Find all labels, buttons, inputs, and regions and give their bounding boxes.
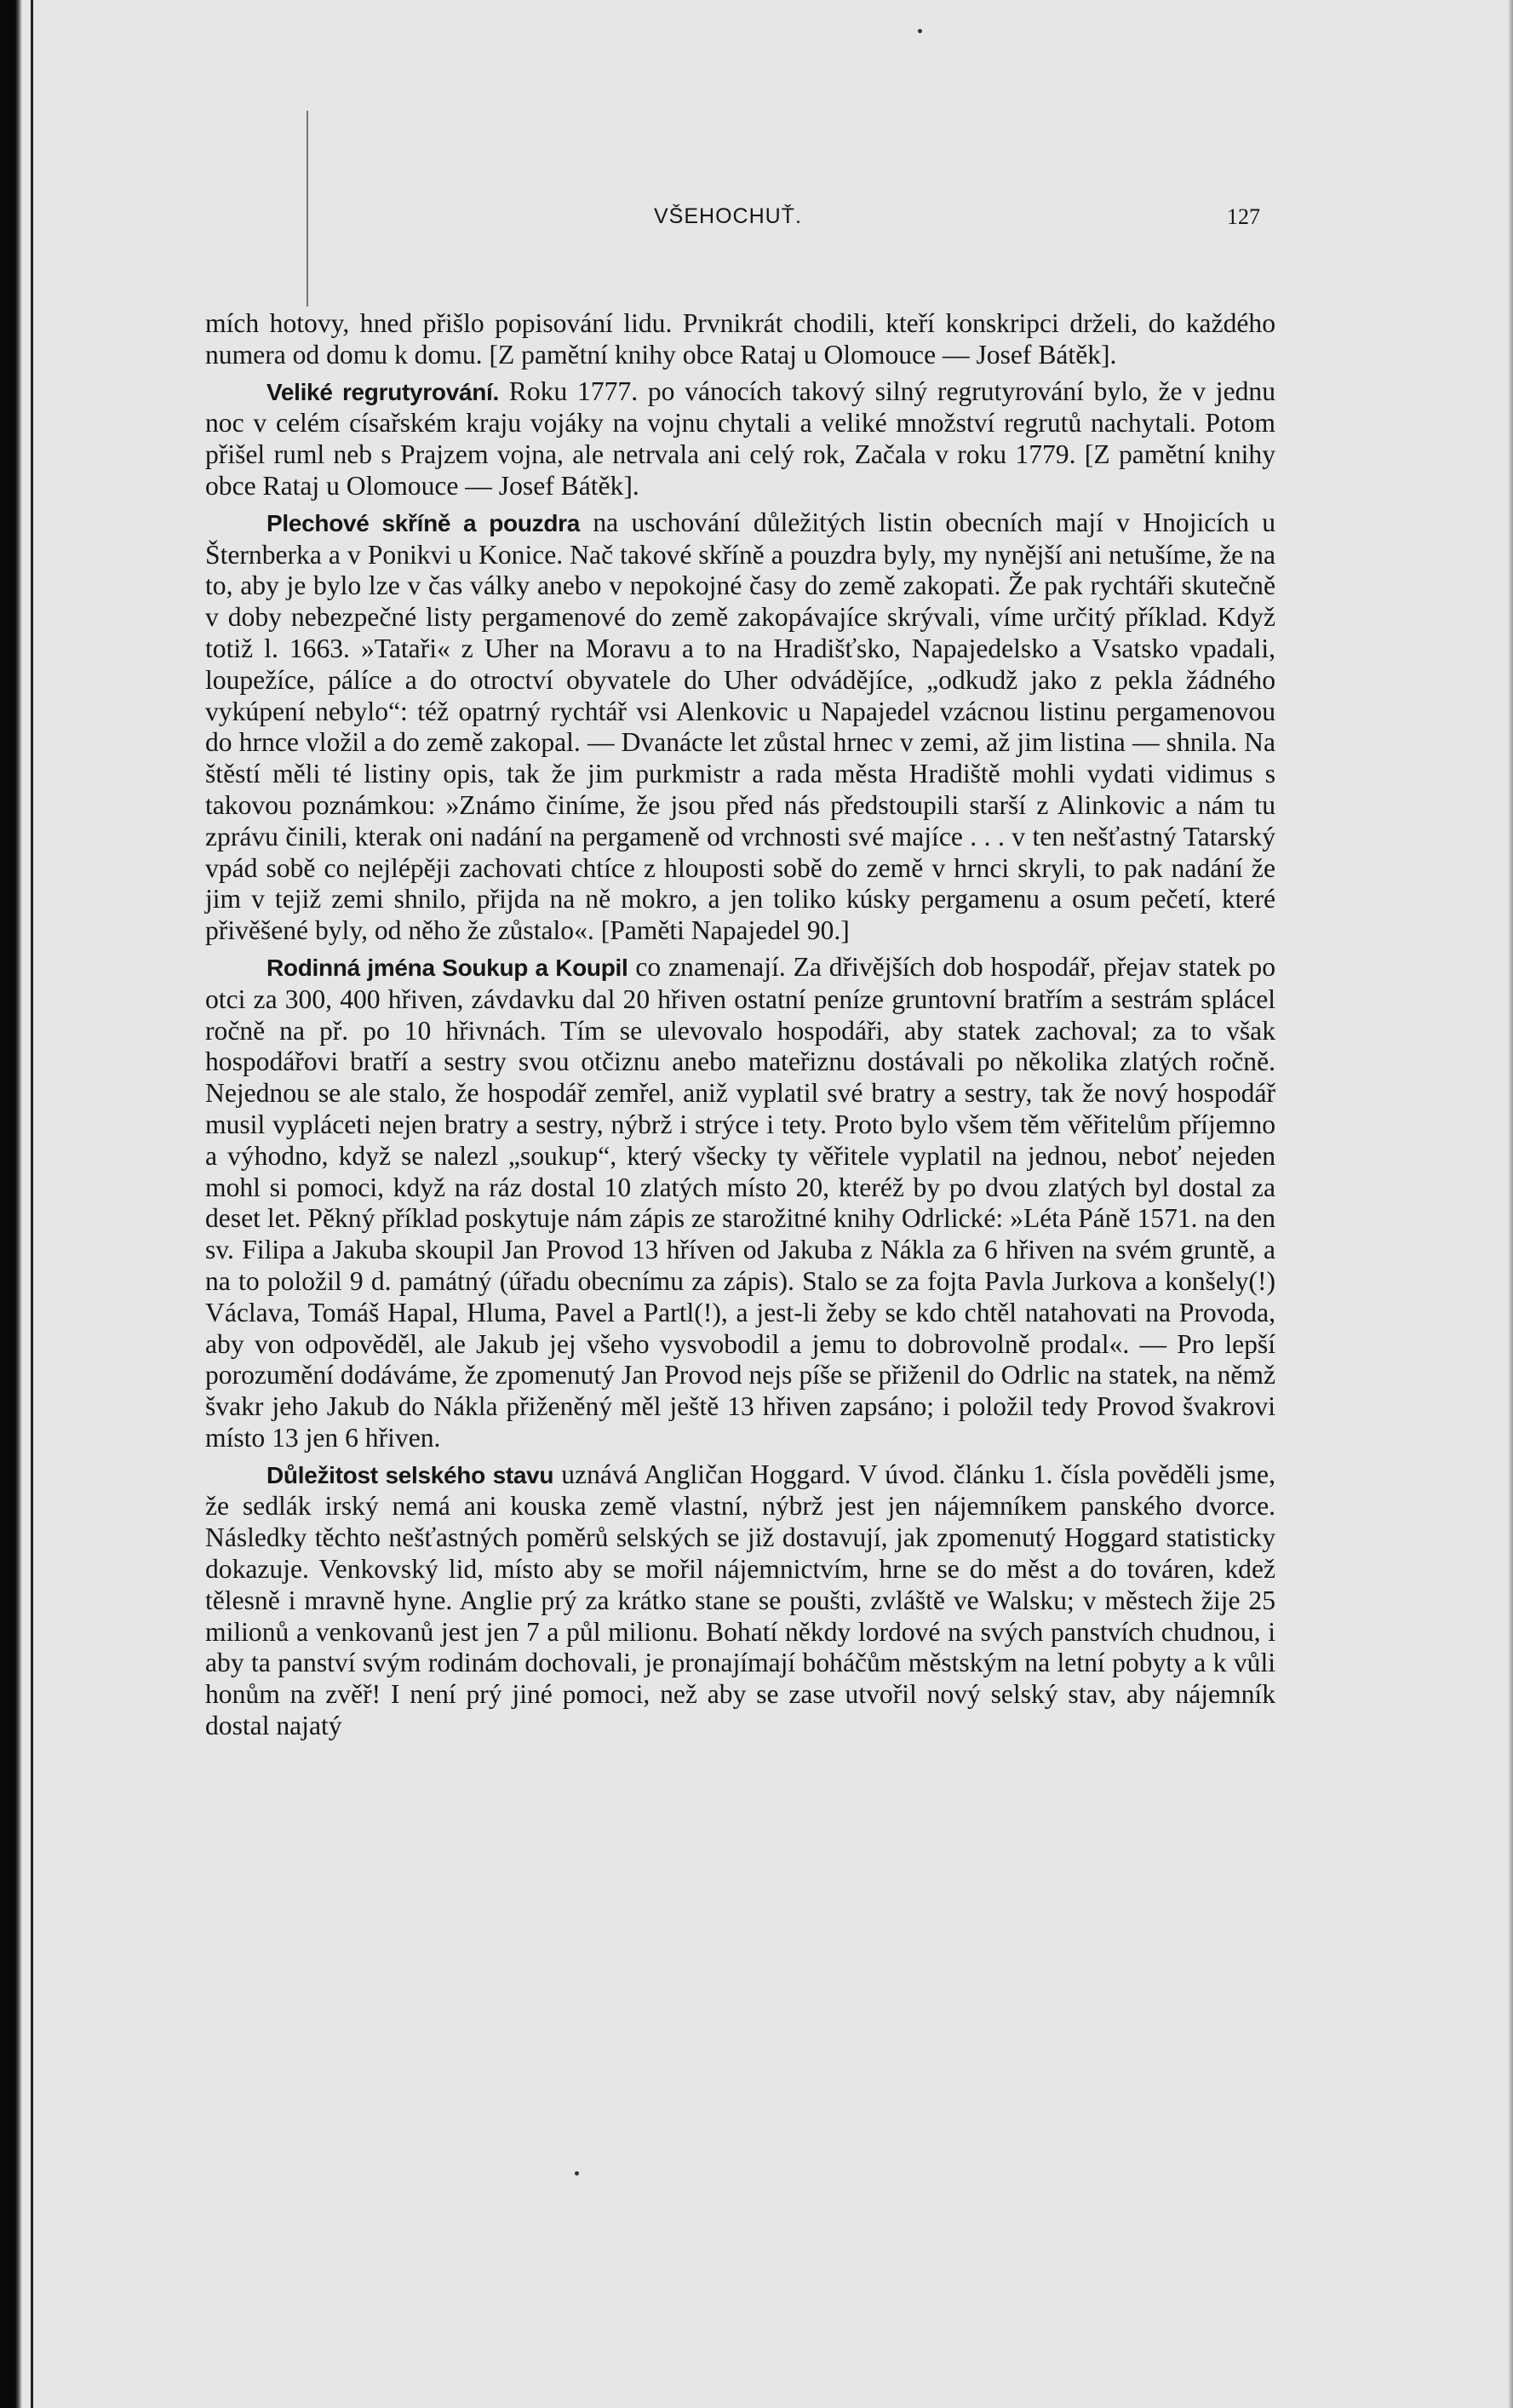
paragraph-text: na uschování důležitých listin obecních mají v Hnojicích u Šternberka a v Ponikvi u Konice. Nač takové skříně a pouzdra byly, my nynější ani netušíme, že na to, aby je bylo lze v čas války anebo v nepokojné časy do země zakopati. Že pak rychtáři skutečně v doby nebezpečné listy pergamenové do země zakopávajíce skrývali, víme určitý příklad. Když totiž l. 1663. »Tataři« z Uher na Moravu a to na Hradišťsko, Napajedelsko a Vsatsko vpadali, loupežíce, pálíce a do otroctví obyvatele do Uher odvádějíce, „odkudž jako z pekla žádného vykúpení nebylo“: též opatrný rychtář vsi Alenkovic u Napajedel vzácnou listinu pergamenovou do hrnce vložil a do země zakopal. — Dvanácte let zůstal hrnec v zemi, až jim listina — shnila. Na štěstí měli té listiny opis, tak že jim purkmistr a rada města Hradiště mohli vydati vidimus s takovou poznámkou: »Známo činíme, že jsou před nás předstoupili starší z Alinkovic a nám tu zprávu činili, kterak oni nadání na pergameně od vrchnosti své majíce . . . v ten nešťastný Tatarský vpád sobě co nejlépěji zachovati chtíce z hlouposti sobě do země v hrnci skryli, to pak nadání že jim v tejiž zemi shnilo, přijda na ně mokro, a jen toliko kúsky pergamenu a osum pečetí, které přivěšené byly, od něho že zůstalo«. [Paměti Napajedel 90.] xyxy=(205,507,1275,946)
entry-heading: Důležitost selského stavu xyxy=(266,1461,554,1488)
entry-heading: Veliké regrutyrování. xyxy=(266,378,500,405)
paragraph-text: uznává Angličan Hoggard. V úvod. článku 1. čísla pověděli jsme, že sedlák irský nemá ani kouska země vlastní, nýbrž jest jen nájemníkem panského dvorce. Následky těchto nešťastných poměrů selských se již dostavují, jak zpomenutý Hoggard statisticky dokazuje. Venkovský lid, místo aby se mořil nájemnictvím, hrne se do měst a do továren, kdež tělesně i mravně hyne. Anglie prý za krátko stane se poušti, zvláště ve Walsku; v městech žije 25 milionů a venkovanů jest jen 7 a půl milionu. Bohatí někdy lordové na svých panstvích chudnou, i aby ta panství svým rodinám dochovali, je pronajímají boháčům městským na letní pobyty a k vůli honům na zvěř! I není prý jiné pomoci, než aby se zase utvořil nový selský stav, aby nájemník dostal najatý xyxy=(205,1459,1275,1741)
paragraph-census xyxy=(205,308,1275,371)
paragraph-text: co znamenají. Za dřivějších dob hospodář, přejav statek po otci za 300, 400 hřiven, závdavku dal 20 hřiven ostatní peníze gruntovní bratřím a sestrám splácel ročně na př. po 10 hřivnách. Tím se ulevovalo hospodáři, aby statek zachoval; za to však hospodářovi bratří a sestry svou otčiznu anebo mateřiznu dostávali po několika zlatých ročně. Nejednou se ale stalo, že hospodář zemřel, aniž vyplatil své bratry a sestry, tak že nový hospodář musil vypláceti nejen bratry a sestry, nýbrž i strýce i tety. Proto bylo všem těm věřitelům příjemno a výhodno, když se nalezl „soukup“, který všecky ty věřitele vyplatil na jednou, neboť nejeden mohl si pomoci, když na ráz dostal 10 zlatých místo 20, kteréž by po dvou zlatých byl dostal za deset let. Pěkný příklad poskytuje nám zápis ze starožitné knihy Odrlické: »Léta Páně 1571. na den sv. Filipa a Jakuba skoupil Jan Provod 13 hříven od Jakuba z Nákla za 6 hřiven na svém gruntě, a na to položil 9 d. památný (úřadu obecnímu za zápis). Stalo se za fojta Pavla Jurkova a konšely(!) Václava, Tomáš Hapal, Hluma, Pavel a Partl(!), a jest-li žeby se kdo chtěl natahovati na Provoda, aby von odpověděl, ale Jakub jej všeho vysvobodil a jemu to dobrovolně prodal«. — Pro lepší porozumění dodáváme, že zpomenutý Jan Provod nejs píše se přiženil do Odrlic na statek, na němž švakr jeho Jakub do Nákla přiženěný měl ještě 13 hřiven zapsáno; i položil tedy Provod švakrovi místo 13 jen 6 hřiven. xyxy=(205,951,1275,1453)
binding-edge-line xyxy=(31,0,33,2408)
page-edge xyxy=(1508,0,1513,2408)
running-title: VŠEHOCHUŤ. xyxy=(654,204,802,228)
paragraph-plechove-skrine xyxy=(205,507,1275,947)
entry-heading: Plechové skříně a pouzdra xyxy=(266,509,581,536)
entry-heading: Rodinná jména Soukup a Koupil xyxy=(266,954,628,981)
print-speck xyxy=(918,29,922,33)
paragraph-regrutyrovani xyxy=(205,376,1275,502)
page-body xyxy=(205,308,1275,1742)
page-number: 127 xyxy=(1227,204,1260,229)
print-speck xyxy=(575,2171,579,2176)
page-header xyxy=(204,204,1260,238)
paragraph-text: mích hotovy, hned přišlo popisování lidu. Prvnikrát chodili, kteří konskripci drželi, do každého numera od domu k domu. [Z pamětní knihy obce Rataj u Olomouce — Josef Bátěk]. xyxy=(205,308,1275,370)
paragraph-text: Roku 1777. po vánocích takový silný regrutyrování bylo, že v jednu noc v celém císařském kraju vojáky na vojnu chytali a veliké množství regrutů nachytali. Potom přišel ruml neb s Prajzem vojna, ale netrvala ani celý rok, Začala v roku 1779. [Z pamětní knihy obce Rataj u Olomouce — Josef Bátěk]. xyxy=(205,376,1275,501)
paragraph-soukup-koupil xyxy=(205,952,1275,1454)
book-spine-shadow xyxy=(0,0,22,2408)
paragraph-selsky-stav xyxy=(205,1459,1275,1742)
